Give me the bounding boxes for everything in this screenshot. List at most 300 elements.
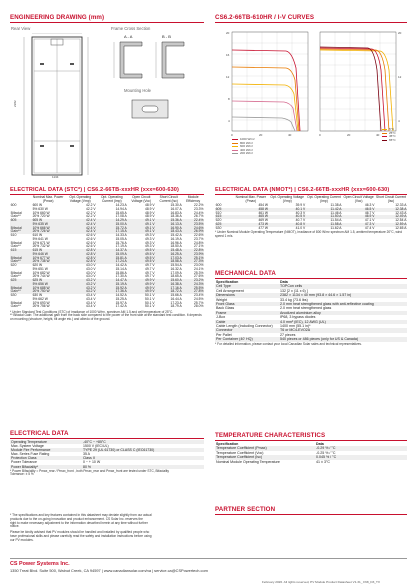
- nmot-model: 620: [215, 218, 222, 223]
- mech-data-header: Data: [280, 280, 288, 284]
- stc-cell: 42.8 V: [64, 253, 96, 257]
- stc-cell: 15.66 A: [170, 293, 182, 298]
- svg-text:8: 8: [228, 97, 230, 101]
- elec-spec: Power Bifaciality*: [10, 465, 82, 469]
- temp-row: [215, 460, 407, 464]
- iv-curves-title: CS6.2-66TB-610HR / I-V CURVES: [215, 14, 315, 21]
- nmot-cell: 40.7 V: [295, 218, 306, 223]
- stc-cell: 22.2%: [194, 203, 204, 208]
- nmot-cell: 40.3 V: [295, 210, 306, 215]
- stc-group-label: 605: [10, 219, 32, 223]
- frame-cross-section-drawing: [112, 40, 202, 80]
- stc-cell: 50.1 V: [145, 296, 155, 301]
- stc-cell: 22.8%: [182, 249, 204, 253]
- stc-header-voc: Open Circuit Voltage (Voc): [131, 195, 152, 203]
- stc-group-label: 615: [10, 249, 32, 253]
- temperature-table: [215, 442, 407, 464]
- stc-cell: 18.36 A: [170, 214, 182, 219]
- stc-footnote-2: ** Bifacial Gain: The additional gain from the back side compared to the power of the front side at the standard test condition. It depends on mounting (structure, height, tilt angle etc.) and albedo of the ground.: [10, 313, 202, 322]
- stc-cell: 17.23 A: [170, 300, 182, 305]
- disclaimer: [10, 514, 206, 543]
- temp-value: -0.25 % / °C: [316, 450, 336, 455]
- nmot-cell: 12.59 A: [375, 223, 407, 227]
- nmot-cell: 47.4 V: [364, 225, 375, 230]
- stc-cell: 5% 630 W: [32, 206, 48, 211]
- stc-cell: 42.2 V: [86, 210, 96, 215]
- mech-value: TOPCon cells: [279, 284, 407, 288]
- svg-text:16: 16: [226, 53, 230, 57]
- partner-rule: [215, 514, 407, 515]
- stc-cell: 10% 682 W: [32, 270, 50, 275]
- mech-spec: Per Container (40' HQ): [215, 337, 279, 341]
- frame-cross-section-label: Frame Cross Section: [111, 26, 151, 31]
- temp-spec: Nominal Module Operating Temperature: [216, 459, 280, 464]
- stc-cell: 42.6 V: [86, 233, 96, 238]
- legend-45c: 45°C: [389, 134, 396, 138]
- disclaimer-line-1: * The specifications and key features contained in this datasheet may deviate slightly from our actual: [10, 513, 152, 517]
- stc-group-label: 630: [10, 293, 17, 298]
- iv-legend-right: [382, 128, 406, 142]
- temp-spec: Temperature Coefficient (Isc): [215, 455, 315, 459]
- svg-text:20: 20: [226, 31, 230, 35]
- stc-cell: 15.42 A: [170, 233, 182, 238]
- stc-cell: 5% 662 W: [32, 296, 48, 301]
- mech-value: IP68, 3 bypass diodes: [280, 315, 316, 320]
- stc-cell: 22.4%: [182, 219, 204, 223]
- stc-cell: 15.86 A: [115, 270, 127, 275]
- stc-cell: 42.8 V: [64, 249, 96, 253]
- iv-curves-rule: [215, 22, 407, 23]
- mech-spec: Connector: [215, 328, 279, 332]
- stc-footnote-1: * Under Standard Test Conditions (STC) of irradiance of 1000 W/m², spectrum AM 1.5 and cell temperature of 25°C.: [10, 309, 174, 314]
- legend-800: 800 W/m²: [240, 140, 254, 145]
- stc-cell: 15.72 A: [96, 227, 127, 231]
- temperature-title: TEMPERATURE CHARACTERISTICS: [215, 432, 326, 439]
- stc-cell: 10% 688 W: [32, 287, 64, 291]
- mechanical-footnote: * For detailed information, please contact your local Canadian Solar sales and technical representatives.: [215, 341, 362, 346]
- electrical-title: ELECTRICAL DATA: [10, 430, 69, 437]
- stc-cell: 605 W: [32, 219, 64, 223]
- stc-header-imp: Opt. Operating Current (Imp): [100, 195, 123, 203]
- mounting-hole-label: Mounting Hole: [124, 88, 152, 93]
- stc-cell: 10% 671 W: [32, 240, 50, 245]
- nmot-cell: 11.62 A: [330, 225, 342, 230]
- stc-cell: 42.4 V: [64, 223, 96, 227]
- stc-group-label: 625: [10, 279, 32, 283]
- nmot-table: [215, 196, 407, 239]
- stc-cell: 17.30 A: [115, 274, 127, 279]
- stc-cell: 14.37 A: [96, 249, 127, 253]
- stc-cell: 625 W: [32, 279, 64, 283]
- stc-cell: 42.2 V: [86, 206, 96, 211]
- stc-cell: 10% 666 W: [32, 227, 64, 231]
- elec-value: 1500 V (IEC/UL): [83, 444, 109, 449]
- stc-cell: 49.9 V: [127, 283, 155, 287]
- nmot-cell: 39.9 V: [295, 203, 306, 208]
- stc-cell: 48.9 V: [145, 214, 155, 219]
- stc-cell: 43.0 V: [86, 263, 96, 268]
- stc-header-vmp: Opt. Operating Voltage (Vmp): [69, 195, 92, 203]
- stc-group-label: Bifacial: [10, 240, 22, 245]
- stc-cell: 16.07 A: [170, 206, 182, 211]
- legend-600: 600 W/m²: [240, 144, 254, 148]
- stc-cell: 10% 660 W: [32, 210, 50, 215]
- stc-group-label: Bifacial: [10, 210, 22, 215]
- stc-group-label: Bifacial: [10, 227, 32, 231]
- stc-cell: 23.7%: [194, 236, 204, 241]
- stc-cell: 5% 635 W: [32, 223, 64, 227]
- nmot-cell: 47.3 V: [342, 223, 375, 227]
- mech-value: 33.4 kg (73.6 lbs): [280, 297, 308, 302]
- stc-cell: 49.5 V: [127, 249, 155, 253]
- stc-cell: 17.09 A: [170, 270, 182, 275]
- svg-text:1134: 1134: [52, 175, 59, 179]
- nmot-cell: 41.0 V: [295, 225, 306, 230]
- mech-value: 2.0 mm heat strengthened glass: [280, 306, 332, 311]
- nmot-title: ELECTRICAL DATA (NMOT*) | CS6.2-66TB-xxxHR (xxx=600-630): [215, 187, 390, 193]
- stc-cell: 14.29 A: [96, 219, 127, 223]
- nmot-cell: 40.8 V: [269, 223, 306, 227]
- nmot-cell: 11.50 A: [306, 215, 342, 219]
- stc-cell: 49.1 V: [127, 227, 155, 231]
- mech-value: 540 pieces or 486 pieces (only for US & Canada): [279, 337, 407, 341]
- stc-cell: 28.0%: [194, 304, 204, 309]
- disclaimer-line-3: right to make necessary adjustment to the information described herein at any time without further: [10, 520, 148, 525]
- stc-cell: 20% 756 W: [32, 304, 50, 309]
- elec-spec: Protection Class: [10, 456, 82, 460]
- engineering-title: ENGINEERING DRAWING (mm): [10, 14, 105, 21]
- stc-row: [10, 305, 204, 309]
- stc-cell: 16.44 A: [170, 296, 182, 301]
- stc-cell: 16.96 A: [170, 240, 182, 245]
- stc-header-eff: Module Efficiency: [186, 195, 201, 203]
- rear-view-drawing: [12, 33, 100, 179]
- stc-group-label: Gain**: [10, 244, 21, 249]
- stc-cell: 43.4 V: [86, 304, 96, 309]
- nmot-cell: 469 W: [258, 218, 268, 223]
- stc-cell: 43.4 V: [86, 296, 96, 301]
- stc-cell: 620 W: [32, 263, 43, 268]
- stc-cell: 17.16 A: [155, 287, 182, 291]
- stc-cell: 18.65 A: [170, 274, 182, 279]
- mech-value: 27 pieces: [280, 332, 296, 337]
- stc-title: ELECTRICAL DATA (STC*) | CS6.2-66TB-xxxHR (xxx=600-630): [10, 187, 179, 193]
- stc-cell: 49.7 V: [145, 263, 155, 268]
- stc-cell: 17.42 A: [115, 304, 127, 309]
- stc-cell: 49.3 V: [145, 244, 155, 249]
- stc-cell: 50.1 V: [145, 293, 155, 298]
- svg-text:12: 12: [226, 75, 230, 79]
- stc-cell: 615 W: [32, 249, 64, 253]
- elec-spec: Operating Temperature: [10, 440, 82, 444]
- stc-cell: 27.1%: [194, 244, 204, 249]
- stc-cell: 630 W: [32, 293, 43, 298]
- stc-cell: 49.1 V: [127, 223, 155, 227]
- stc-cell: 27.6%: [194, 274, 204, 279]
- mech-spec: Front Glass: [215, 302, 279, 306]
- elec-value: Class II: [82, 456, 204, 460]
- stc-cell: 15.19 A: [96, 283, 127, 287]
- stc-cell: 16.38 A: [155, 283, 182, 287]
- partner-title: PARTNER SECTION: [215, 506, 276, 513]
- mech-value: 2382 × 1134 × 40 mm (93.8 × 44.6 × 1.57 in): [279, 293, 407, 297]
- elec-value: TYPE 29 (UL 61730) or CLASS C (IEC61730): [82, 448, 204, 452]
- stc-cell: 15.48 A: [155, 249, 182, 253]
- stc-cell: 42.2 V: [86, 203, 96, 208]
- stc-cell: 16.19 A: [170, 236, 182, 241]
- stc-cell: 14.23 A: [115, 203, 127, 208]
- stc-cell: 49.1 V: [127, 219, 155, 223]
- stc-cell: 17.24 A: [96, 260, 127, 264]
- stc-cell: 5% 651 W: [32, 266, 48, 271]
- nmot-cell: 46.9 V: [342, 215, 375, 219]
- stc-cell: 16.32 A: [170, 266, 182, 271]
- stc-cell: 20% 750 W: [32, 290, 64, 294]
- stc-cell: 42.6 V: [86, 244, 96, 249]
- stc-cell: 20% 726 W: [32, 230, 64, 234]
- stc-cell: 20% 738 W: [32, 260, 64, 264]
- mech-spec: Per Pallet: [216, 332, 232, 337]
- nmot-model: 615: [215, 215, 233, 219]
- nmot-cell: 12.33 A: [395, 203, 407, 208]
- elec-value: 35 A: [83, 452, 91, 457]
- stc-cell: 15.76 A: [115, 240, 127, 245]
- stc-cell: 14.33 A: [115, 233, 127, 238]
- legend-5c: 5°C: [389, 127, 395, 131]
- nmot-cell: 11.38 A: [330, 203, 342, 208]
- temp-value: 0.045 % / °C: [315, 455, 407, 459]
- legend-1000: 1000 W/m²: [240, 137, 255, 141]
- section-bb-label: B - B: [162, 34, 171, 39]
- temp-value: 41 ± 3°C: [316, 459, 330, 464]
- stc-cell: 18.58 A: [155, 260, 182, 264]
- footer-version: February 2026. All rights reserved, PV Module Product Datasheet V1.31_ F68_D3_TX: [262, 580, 380, 584]
- mech-value: T6 or MC4-EVO2A: [279, 328, 407, 332]
- stc-cell: 26.9%: [182, 230, 204, 234]
- stc-cell: 43.4 V: [86, 293, 96, 298]
- nmot-cell: 454 W: [258, 203, 268, 208]
- elec-spec: Module Fire Performance: [10, 448, 82, 452]
- temp-spec: Temperature Coefficient (Pmax): [215, 446, 315, 450]
- stc-cell: 27.3%: [182, 260, 204, 264]
- nmot-header-vmp: Opt. Operating Voltage (Vmp): [270, 195, 304, 203]
- legend-65c: 65°C: [389, 137, 396, 142]
- stc-cell: 16.83 A: [170, 210, 182, 215]
- stc-cell: 24.3%: [182, 283, 204, 287]
- stc-cell: 42.6 V: [86, 236, 96, 241]
- stc-cell: 14.52 A: [115, 293, 127, 298]
- stc-cell: 49.9 V: [127, 287, 155, 291]
- stc-cell: 25.5%: [182, 287, 204, 291]
- footer-rule: [10, 558, 407, 559]
- stc-cell: 43.2 V: [64, 283, 96, 287]
- stc-cell: 18.43 A: [155, 230, 182, 234]
- stc-cell: 49.5 V: [127, 253, 155, 257]
- stc-cell: 15.54 A: [170, 263, 182, 268]
- elec-spec: Power Tolerance: [11, 460, 38, 465]
- mechanical-table: [215, 280, 407, 346]
- temp-spec-header: Specification: [216, 442, 239, 446]
- stc-group-label: Gain**: [10, 230, 32, 234]
- stc-cell: 14.94 A: [115, 206, 127, 211]
- stc-cell: 15.60 A: [155, 279, 182, 283]
- stc-group-label: Bifacial: [10, 257, 32, 261]
- stc-group-label: Bifacial: [10, 300, 22, 305]
- nmot-cell: 46.7 V: [364, 210, 375, 215]
- stc-cell: 15.09 A: [96, 253, 127, 257]
- stc-cell: 49.9 V: [127, 290, 155, 294]
- nmot-cell: 465 W: [233, 215, 269, 219]
- disclaimer-line-6: have professional skills and please carefully read the safety and installation instructions before using: [10, 533, 152, 538]
- stc-group-label: Bifacial: [10, 287, 32, 291]
- elec-value: 80 %: [82, 465, 204, 469]
- nmot-cell: 12.43 A: [395, 210, 407, 215]
- stc-cell: 48.9 V: [145, 203, 155, 208]
- elec-spec: Max. System Voltage: [11, 444, 44, 449]
- stc-cell: 18.79 A: [170, 304, 182, 309]
- electrical-rule: [10, 438, 204, 439]
- svg-text:0: 0: [231, 133, 233, 137]
- svg-text:12: 12: [398, 75, 402, 79]
- nmot-cell: 12.54 A: [395, 218, 407, 223]
- stc-cell: 15.81 A: [96, 257, 127, 261]
- nmot-cell: 11.46 A: [330, 210, 342, 215]
- stc-cell: 10% 693 W: [32, 300, 50, 305]
- nmot-cell: 12.49 A: [375, 215, 407, 219]
- stc-cell: 49.5 V: [127, 260, 155, 264]
- stc-cell: 18.72 A: [155, 290, 182, 294]
- stc-cell: 24.5%: [194, 296, 204, 301]
- stc-cell: 23.4%: [194, 293, 204, 298]
- svg-text:20: 20: [398, 31, 402, 35]
- stc-cell: 600 W: [32, 203, 43, 208]
- stc-group-label: Gain**: [10, 274, 21, 279]
- stc-cell: 18.50 A: [170, 244, 182, 249]
- stc-cell: 24.6%: [182, 227, 204, 231]
- rear-view-label: Rear View: [11, 26, 31, 31]
- footer-address: 1350 Treat Blvd. Suite 500, Walnut Creek, CA 94597 | www.canadiansolar.com/na | service.ca@CSPowertech.com: [10, 568, 208, 573]
- disclaimer-line-4: notice.: [10, 524, 20, 529]
- nmot-model: 625: [215, 223, 233, 227]
- stc-cell: 15.30 A: [170, 203, 182, 208]
- stc-cell: 5% 646 W: [32, 253, 64, 257]
- stc-cell: 43.2 V: [64, 287, 96, 291]
- mech-spec: Cable: [215, 320, 279, 324]
- stc-cell: 5% 656 W: [32, 283, 64, 287]
- nmot-cell: 11.42 A: [306, 208, 342, 212]
- stc-cell: 49.3 V: [145, 240, 155, 245]
- nmot-cell: 461 W: [258, 210, 268, 215]
- stc-cell: 15.97 A: [115, 300, 127, 305]
- electrical-footnote-2: Tolerance: ± 5 %: [10, 472, 34, 477]
- nmot-cell: 458 W: [233, 208, 269, 212]
- stc-cell: 15.65 A: [115, 210, 127, 215]
- stc-cell: 23.9%: [182, 253, 204, 257]
- svg-text:2382: 2382: [13, 100, 17, 107]
- stc-cell: 43.2 V: [64, 290, 96, 294]
- stc-cell: 22.6%: [194, 233, 204, 238]
- nmot-cell: 11.54 A: [330, 218, 342, 223]
- svg-text:40: 40: [288, 133, 292, 137]
- mechanical-title: MECHANICAL DATA: [215, 270, 276, 277]
- nmot-cell: 11.58 A: [306, 223, 342, 227]
- legend-25c: 25°C: [389, 130, 396, 135]
- stc-cell: 42.8 V: [64, 260, 96, 264]
- stc-cell: 43.0 V: [86, 270, 96, 275]
- stc-group-label: Gain**: [10, 260, 32, 264]
- mounting-hole-drawing: [128, 96, 172, 122]
- stc-cell: 42.4 V: [64, 230, 96, 234]
- mech-value: 2.0 mm heat strengthened glass with anti-reflective coating: [279, 302, 407, 306]
- electrical-table: [10, 440, 204, 477]
- iv-chart-left: [222, 28, 312, 156]
- stc-table: [10, 196, 204, 322]
- stc-group-label: Gain**: [10, 290, 32, 294]
- stc-group-label: Bifacial: [10, 270, 22, 275]
- stc-cell: 48.9 V: [145, 210, 155, 215]
- stc-group-label: 600: [10, 203, 17, 208]
- stc-cell: 24.8%: [194, 240, 204, 245]
- mech-spec: Frame: [215, 311, 279, 315]
- svg-text:20: 20: [259, 133, 263, 137]
- stc-cell: 15.36 A: [155, 219, 182, 223]
- stc-cell: 49.3 V: [145, 233, 155, 238]
- stc-cell: 16.13 A: [155, 223, 182, 227]
- stc-cell: 42.4 V: [64, 219, 96, 223]
- stc-cell: 50.1 V: [145, 304, 155, 309]
- stc-cell: 49.7 V: [145, 266, 155, 271]
- nmot-model: 630: [215, 225, 222, 230]
- stc-cell: 49.9 V: [127, 279, 155, 283]
- stc-cell: 49.5 V: [127, 257, 155, 261]
- stc-group-label: 610: [10, 233, 17, 238]
- mech-spec: Cable Length (Including Connector): [216, 324, 273, 329]
- mech-spec: Back Glass: [216, 306, 235, 311]
- stc-cell: 43.4 V: [86, 300, 96, 305]
- stc-cell: 17.19 A: [115, 244, 127, 249]
- stc-cell: 24.1%: [194, 266, 204, 271]
- stc-cell: 23.2%: [182, 279, 204, 283]
- temp-data-header: Data: [316, 442, 324, 446]
- stc-cell: 15.05 A: [115, 236, 127, 241]
- stc-cell: 42.2 V: [86, 214, 96, 219]
- iv-legend-left: [232, 138, 292, 156]
- stc-cell: 49.3 V: [145, 236, 155, 241]
- mech-spec: Cell Type: [215, 284, 279, 288]
- nmot-model: 610: [215, 210, 222, 215]
- stc-group-label: Gain**: [10, 304, 21, 309]
- stc-cell: 27.8%: [182, 290, 204, 294]
- temperature-rule: [215, 440, 407, 441]
- disclaimer-line-7: our PV modules.: [10, 537, 34, 542]
- stc-cell: 610 W: [32, 233, 43, 238]
- nmot-cell: 12.38 A: [375, 208, 407, 212]
- stc-group-label: 620: [10, 263, 17, 268]
- stc-cell: 23.3%: [194, 206, 204, 211]
- stc-cell: 23.5%: [182, 223, 204, 227]
- svg-text:4: 4: [398, 119, 400, 123]
- nmot-header-voc: Open Circuit Voltage (Voc): [343, 195, 374, 203]
- section-aa-label: A - A: [124, 34, 133, 39]
- elec-value: -40°C ~ +85°C: [82, 440, 204, 444]
- nmot-footnote: * Under Nominal Module Operating Temperature (NMOT), irradiance of 800 W/m² spectrum AM 1.5, ambient temperature 20°C, wind speed 1 m/s.: [215, 230, 403, 239]
- svg-text:20: 20: [347, 133, 351, 137]
- stc-cell: 25.1%: [182, 257, 204, 261]
- stc-cell: 20% 720 W: [32, 214, 50, 219]
- nmot-header-pmax: Nominal Max. Power (Pmax): [235, 195, 266, 203]
- svg-text:0: 0: [319, 133, 321, 137]
- nmot-cell: 473 W: [233, 223, 269, 227]
